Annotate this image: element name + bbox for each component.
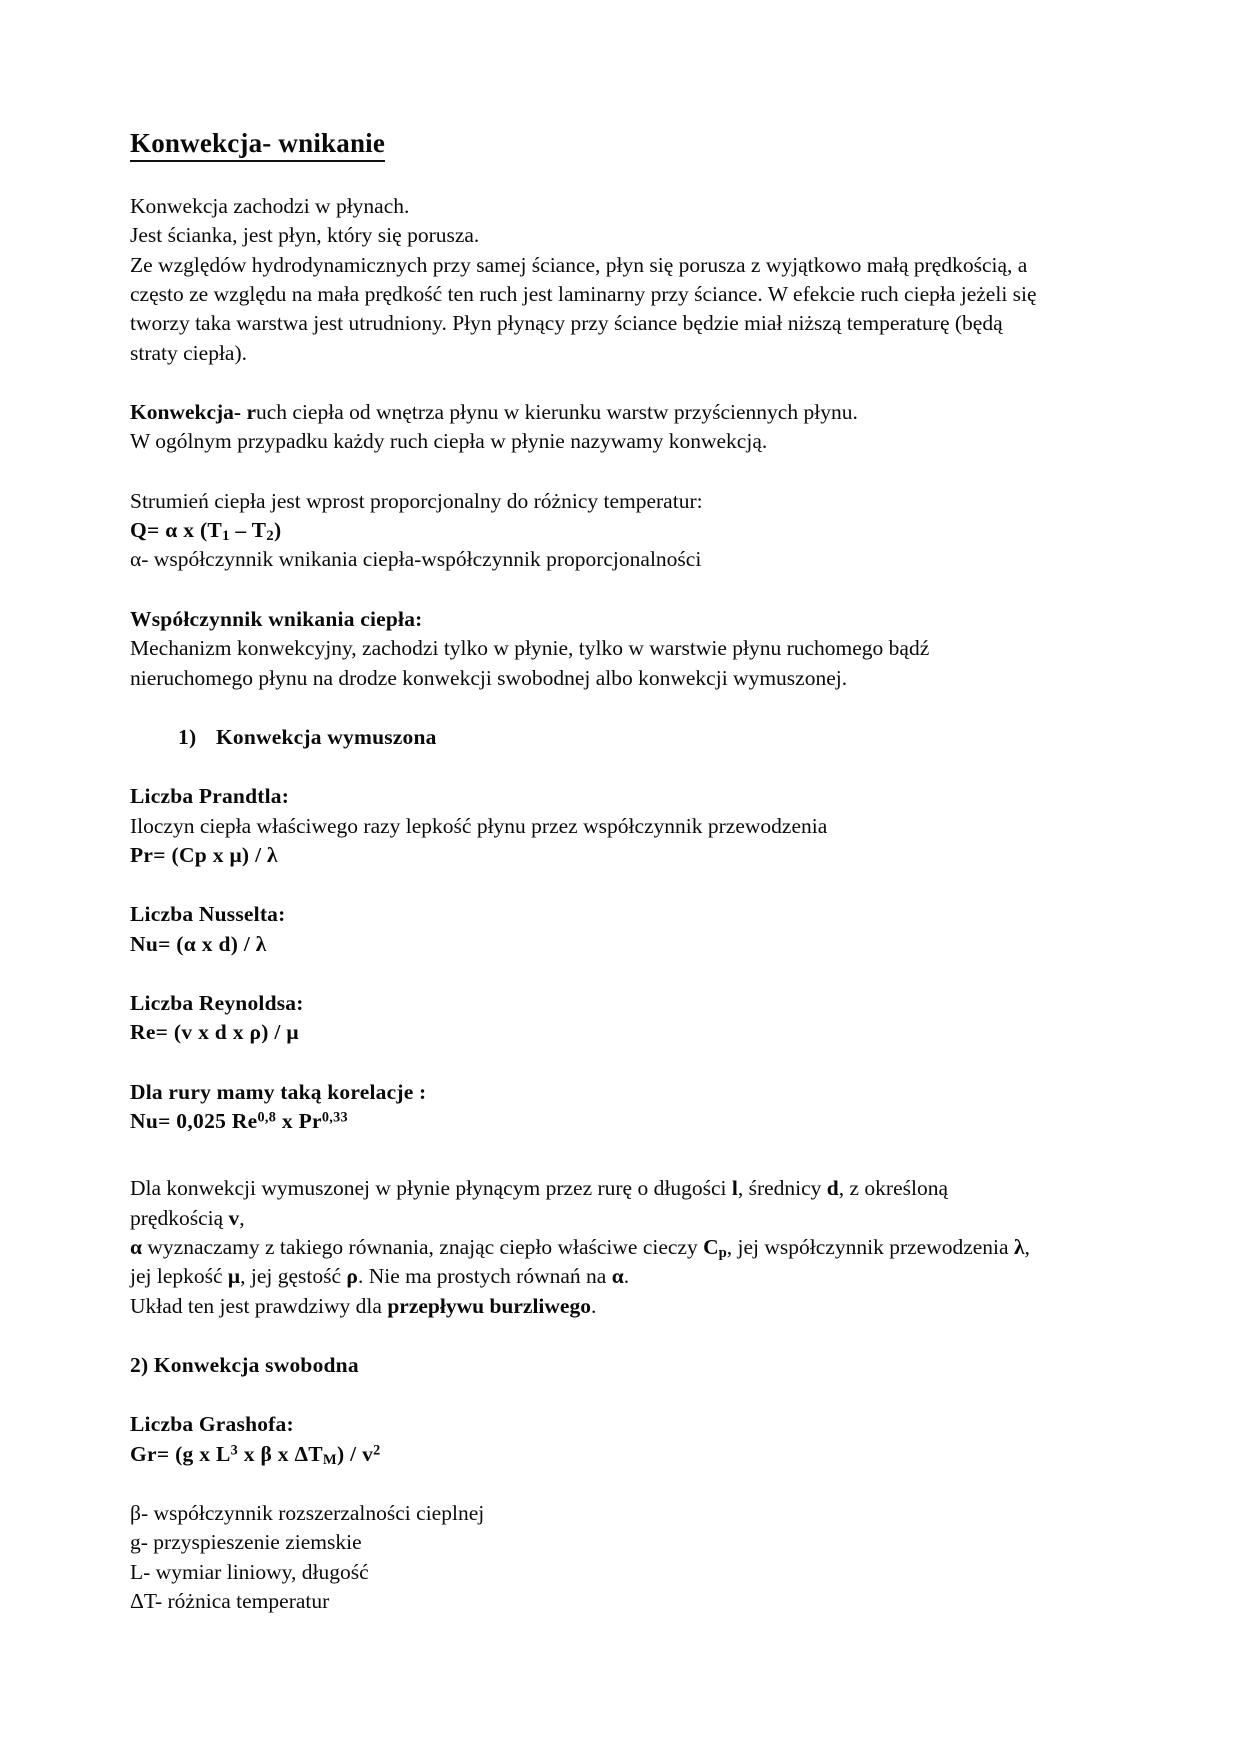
formula-prefix: Q= α x (T xyxy=(130,518,223,543)
notes-text-4: , xyxy=(239,1205,245,1230)
intro-line-2: Jest ścianka, jest płyn, który się porusza. xyxy=(130,223,480,248)
correlation-exponent-2: 0,33 xyxy=(321,1109,348,1126)
turbulent-flow-term: przepływu burzliwego xyxy=(387,1293,591,1318)
spacer xyxy=(130,1321,1110,1351)
section-1-label: Konwekcja wymuszona xyxy=(216,724,437,749)
grashof-part-c: ) / v xyxy=(337,1441,374,1466)
prandtl-description: Iloczyn ciepła właściwego razy lepkość płynu przez współczynnik przewodzenia xyxy=(130,813,828,838)
notes-text-12: . xyxy=(590,1293,597,1318)
grashof-formula xyxy=(130,1440,1110,1469)
notes-text-9: . Nie ma prostych równań na xyxy=(357,1264,612,1289)
correlation-part-1: Nu= 0,025 Re xyxy=(130,1108,258,1133)
spacer xyxy=(130,752,1110,782)
spacer xyxy=(130,870,1110,900)
spacer xyxy=(130,1136,1110,1174)
spacer xyxy=(130,575,1110,605)
reynolds-heading: Liczba Reynoldsa: xyxy=(130,990,304,1015)
notes-text-11: Układ ten jest prawdziwy dla xyxy=(130,1293,388,1318)
correlation-formula xyxy=(130,1107,1110,1136)
correlation-exponent-1: 0,8 xyxy=(257,1109,277,1126)
symbol-cp xyxy=(703,1234,727,1262)
forced-convection-notes xyxy=(130,1174,1040,1233)
symbol-alpha-2: α xyxy=(611,1264,624,1289)
formula-suffix: ) xyxy=(273,518,282,543)
page-title-wrapper xyxy=(130,128,1110,192)
spacer xyxy=(130,1048,1110,1078)
grashof-part-b: x β x ΔT xyxy=(238,1441,323,1466)
notes-text-10: . xyxy=(623,1264,630,1289)
spacer xyxy=(130,1469,1110,1499)
spacer xyxy=(130,457,1110,487)
grashof-exponent-c: 2 xyxy=(373,1442,381,1459)
formula-subscript-1: 1 xyxy=(222,528,230,545)
nusselt-formula: Nu= (α x d) / λ xyxy=(130,931,267,956)
alpha-determination-notes xyxy=(130,1233,1040,1292)
symbol-definition-item: β- współczynnik rozszerzalności cieplnej xyxy=(130,1501,485,1526)
grashof-subscript-b: M xyxy=(322,1451,338,1468)
alpha-note: α- współczynnik wnikania ciepła-współczynnik proporcjonalności xyxy=(130,547,702,572)
coefficient-heading: Współczynnik wnikania ciepła: xyxy=(130,606,423,631)
definition-line-2: W ogólnym przypadku każdy ruch ciepła w płynie nazywamy konwekcją. xyxy=(130,429,768,454)
prandtl-heading: Liczba Prandtla: xyxy=(130,784,290,809)
section-1-number: 1) xyxy=(178,724,197,749)
notes-text-3: , z określoną prędkością xyxy=(130,1176,949,1230)
correlation-part-2: x Pr xyxy=(276,1108,322,1133)
grashof-exponent-a: 3 xyxy=(230,1442,239,1459)
notes-text-8: , jej gęstość xyxy=(240,1264,347,1289)
notes-text-2: , średnicy xyxy=(737,1176,827,1201)
spacer xyxy=(130,693,1110,723)
spacer xyxy=(130,1380,1110,1410)
section-1-item xyxy=(178,723,1110,752)
nusselt-heading: Liczba Nusselta: xyxy=(130,902,286,927)
grashof-part-a: Gr= (g x L xyxy=(130,1441,231,1466)
spacer xyxy=(130,959,1110,989)
formula-mid: – T xyxy=(229,518,267,543)
correlation-heading: Dla rury mamy taką korelacje : xyxy=(130,1079,427,1104)
section-2-item: 2) Konwekcja swobodna xyxy=(130,1353,359,1378)
symbol-cp-base: C xyxy=(703,1234,719,1259)
definition-rest: uch ciepła od wnętrza płynu w kierunku warstw przyściennych płynu. xyxy=(256,400,858,425)
symbol-cp-sub: p xyxy=(718,1245,727,1262)
heat-flux-formula xyxy=(130,516,1110,545)
prandtl-formula: Pr= (Cp x μ) / λ xyxy=(130,842,278,867)
symbol-length: l xyxy=(731,1176,738,1201)
page-title: Konwekcja- wnikanie xyxy=(130,128,385,162)
symbol-definition-item: ΔT- różnica temperatur xyxy=(130,1589,330,1614)
coefficient-body: Mechanizm konwekcyjny, zachodzi tylko w płynie, tylko w warstwie płynu ruchomego bądź nieruchomego płynu na drodze konwekcji swobodnej albo konwekcji wymuszonej. xyxy=(130,636,930,690)
reynolds-formula: Re= (v x d x ρ) / μ xyxy=(130,1020,299,1045)
turbulent-flow-note xyxy=(130,1292,1040,1321)
flux-intro: Strumień ciepła jest wprost proporcjonalny do różnicy temperatur: xyxy=(130,488,703,513)
notes-text-7: , jej lepkość xyxy=(130,1234,1030,1289)
notes-text-6: , jej współczynnik przewodzenia xyxy=(726,1234,1014,1259)
grashof-heading: Liczba Grashofa: xyxy=(130,1412,294,1437)
spacer xyxy=(130,368,1110,398)
symbol-diameter: d xyxy=(826,1176,839,1201)
notes-text-1: Dla konwekcji wymuszonej w płynie płynącym przez rurę o długości xyxy=(130,1176,732,1201)
symbol-mu: μ xyxy=(227,1264,241,1289)
symbol-definition-item: L- wymiar liniowy, długość xyxy=(130,1559,369,1584)
intro-paragraph: Ze względów hydrodynamicznych przy samej ściance, płyn się porusza z wyjątkowo małą prędkością, a często ze względu na mała prędkość ten ruch jest laminarny przy ściance. W efekcie ruch ciepła jeżeli się tworzy taka warstwa jest utrudniony. Płyn płynący przy ściance będzie miał niższą temperaturę (będą straty ciepła). xyxy=(130,252,1037,365)
symbol-rho: ρ xyxy=(346,1264,358,1289)
intro-line-1: Konwekcja zachodzi w płynach. xyxy=(130,194,410,219)
symbol-lambda: λ xyxy=(1013,1234,1025,1259)
symbol-definition-item: g- przyspieszenie ziemskie xyxy=(130,1530,362,1555)
symbol-velocity: v xyxy=(228,1205,240,1230)
definition-term: Konwekcja- r xyxy=(130,400,256,425)
formula-subscript-2: 2 xyxy=(266,528,274,545)
notes-text-5: wyznaczamy z takiego równania, znając ciepło właściwe cieczy xyxy=(142,1234,704,1259)
symbol-alpha: α xyxy=(130,1234,142,1259)
definition-line xyxy=(130,398,1040,427)
